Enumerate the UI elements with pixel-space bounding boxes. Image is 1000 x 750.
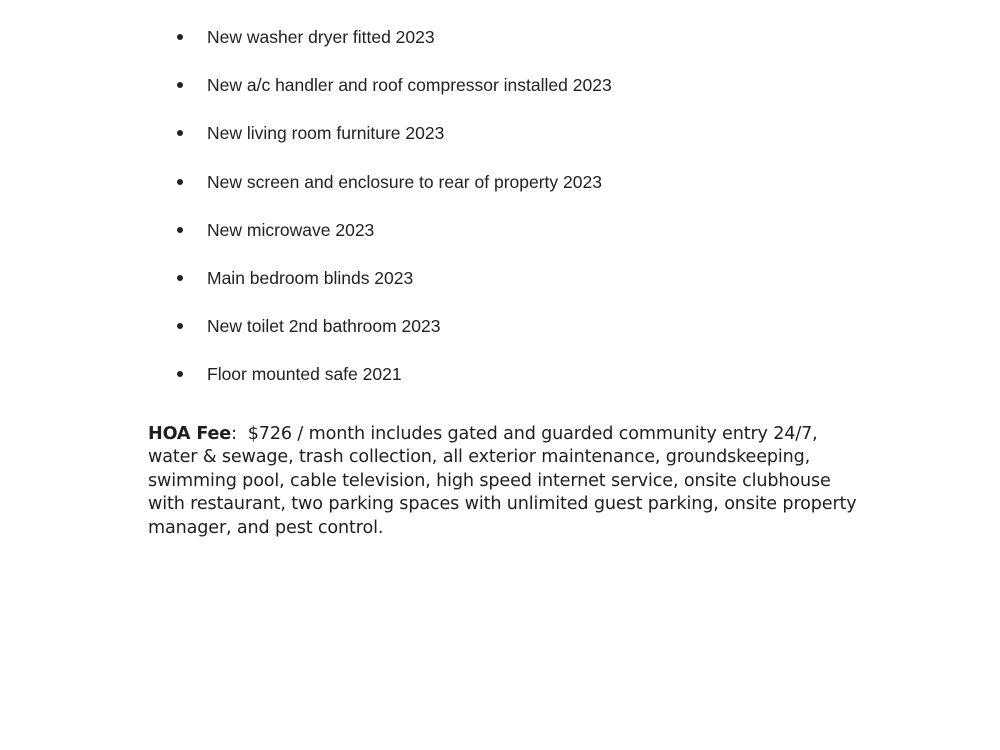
bullet-icon — [177, 275, 183, 281]
bullet-icon — [177, 82, 183, 88]
bullet-icon — [177, 130, 183, 136]
hoa-fee-line-2: water & sewage, trash collection, all exterior maintenance, groundskeeping, — [148, 447, 811, 468]
feature-text: New a/c handler and roof compressor installed 2023 — [207, 75, 612, 96]
feature-text: New washer dryer fitted 2023 — [207, 27, 435, 47]
feature-text: Main bedroom blinds 2023 — [207, 267, 414, 288]
bullet-icon — [177, 371, 183, 377]
hoa-fee-line-4: with restaurant, two parking spaces with unlimited guest parking, onsite property — [148, 494, 857, 515]
hoa-fee-line-3: swimming pool, cable television, high speed internet service, onsite clubhouse — [148, 470, 831, 491]
bullet-icon — [177, 227, 183, 233]
feature-text: Floor mounted safe 2021 — [207, 364, 402, 385]
hoa-fee-paragraph — [148, 423, 868, 540]
hoa-fee-line-5: manager, and pest control. — [148, 517, 384, 538]
bullet-icon — [177, 179, 183, 185]
hoa-fee-line-1: $726 / month includes gated and guarded community entry 24/7, — [247, 424, 818, 444]
hoa-fee-separator: : — [231, 424, 248, 444]
feature-text: New toilet 2nd bathroom 2023 — [207, 316, 441, 337]
hoa-fee-label: HOA Fee — [148, 424, 232, 444]
feature-text: New microwave 2023 — [207, 219, 375, 240]
feature-text: New living room furniture 2023 — [207, 123, 445, 144]
feature-text: New screen and enclosure to rear of property 2023 — [207, 171, 602, 192]
bullet-icon — [177, 34, 183, 40]
bullet-icon — [177, 323, 183, 329]
